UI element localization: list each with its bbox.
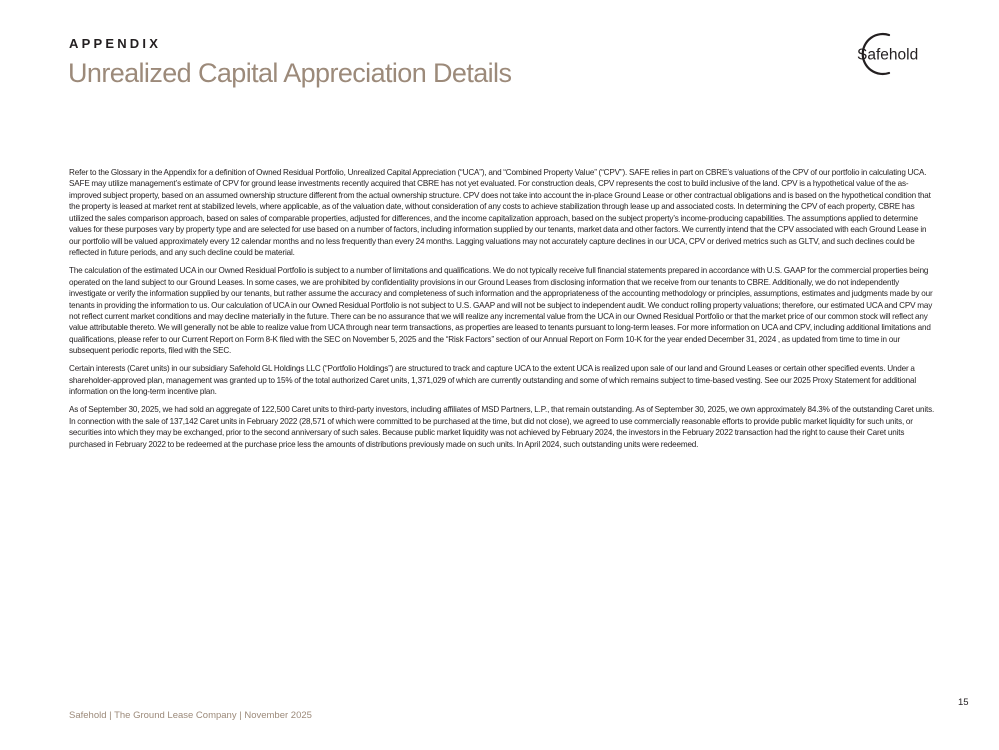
body-content (69, 167, 935, 457)
safehold-logo-icon (853, 28, 935, 80)
section-label: APPENDIX (69, 36, 162, 51)
footer-text: Safehold | The Ground Lease Company | November 2025 (69, 710, 312, 721)
page-title: Unrealized Capital Appreciation Details (68, 58, 512, 88)
paragraph-caret-sales: As of September 30, 2025, we had sold an aggregate of 122,500 Caret units to third-party investors, including affiliates of MSD Partners, L.P., that remain outstanding. As of September 30, 2025, we own approximately 84.3% of the outstanding Caret units. In connection with the sale of 137,142 Caret units in February 2022 (28,571 of which were committed to be purchased at the time, but did not close), we agreed to use commercially reasonable efforts to provide public market liquidity for such units, or securities into which they may be exchanged, prior to the second anniversary of such sales. Because public market liquidity was not achieved by February 2024, the investors in the February 2022 transaction had the right to cause their Caret units purchased in February 2022 to be redeemed at the purchase price less the amounts of distributions previously made on such units. In April 2024, such outstanding units were redeemed. (69, 405, 935, 449)
company-logo (853, 28, 935, 80)
page-number: 15 (958, 697, 969, 708)
paragraph-valuation: Refer to the Glossary in the Appendix for a definition of Owned Residual Portfolio, Unrealized Capital Appreciation (“UCA”), and “Combined Property Value” (“CPV”). SAFE relies in part on CBRE’s valuations of the CPV of our portfolio in calculating UCA. SAFE may utilize management’s estimate of CPV for ground lease investments recently acquired that CBRE has not yet evaluated. For construction deals, CPV represents the cost to build inclusive of the land. CPV is a hypothetical value of the as-improved subject property, based on an assumed ownership structure different from the actual ownership structure. CPV does not take into account the in-place Ground Lease or other contractual obligations and is based on the hypothetical condition that the property is leased at market rent at stabilized levels, where applicable, as of the valuation date, without consideration of any costs to achieve stabilization through lease up and associated costs. In determining the CPV of each property, CBRE has utilized the sales comparison approach, based on sales of comparable properties, adjusted for differences, and the income capitalization approach, based on the subject property’s income-producing capabilities. The assumptions applied to determine values for these purposes vary by property type and are selected for use based on a number of factors, including information supplied by our tenants, market data and other factors. We currently intend that the CPV associated with each Ground Lease in our portfolio will be valued approximately every 12 calendar months and no less frequently than every 24 months. Lagging valuations may not accurately capture declines in our UCA, CPV or derived metrics such as GLTV, and such declines could be reflected in future periods, and any such decline could be material. (69, 168, 931, 258)
paragraph-limitations: The calculation of the estimated UCA in our Owned Residual Portfolio is subject to a number of limitations and qualifications. We do not typically receive full financial statements prepared in accordance with U.S. GAAP for the commercial properties being operated on the land subject to our Ground Leases. In some cases, we are prohibited by confidentiality provisions in our Ground Leases from disclosing information that we receive from our tenants to CBRE. Additionally, we do not independently investigate or verify the information supplied by our tenants, but rather assume the accuracy and completeness of such information and the appropriateness of the accounting methodology or principles, assumptions, estimates and judgments made by our tenants in providing the information to us. Our calculation of UCA in our Owned Residual Portfolio is not subject to U.S. GAAP and will not be subject to independent audit. We conduct rolling property valuations; therefore, our estimated UCA and CPV may not reflect current market conditions and may decline materially in the future. There can be no assurance that we will realize any incremental value from the UCA in our Owned Residual Portfolio or that the market price of our common stock will reflect any value attributable thereto. We will generally not be able to realize value from UCA through near term transactions, as properties are leased to tenants pursuant to long-term leases. For more information on UCA and CPV, including additional limitations and qualifications, please refer to our Current Report on Form 8-K filed with the SEC on November 5, 2025 and the “Risk Factors” section of our Annual Report on Form 10-K for the year ended December 31, 2024 , as updated from time to time in our subsequent periodic reports, filed with the SEC. (69, 266, 933, 356)
logo-text: Safehold (857, 46, 919, 64)
paragraph-caret-units: Certain interests (Caret units) in our subsidiary Safehold GL Holdings LLC (“Portfolio Holdings”) are structured to track and capture UCA to the extent UCA is realized upon sale of our land and Ground Leases or certain other specified events. Under a shareholder-approved plan, management was granted up to 15% of the total authorized Caret units, 1,371,029 of which are currently outstanding and some of which remains subject to time-based vesting. See our 2025 Proxy Statement for additional information on the long-term incentive plan. (69, 364, 917, 397)
